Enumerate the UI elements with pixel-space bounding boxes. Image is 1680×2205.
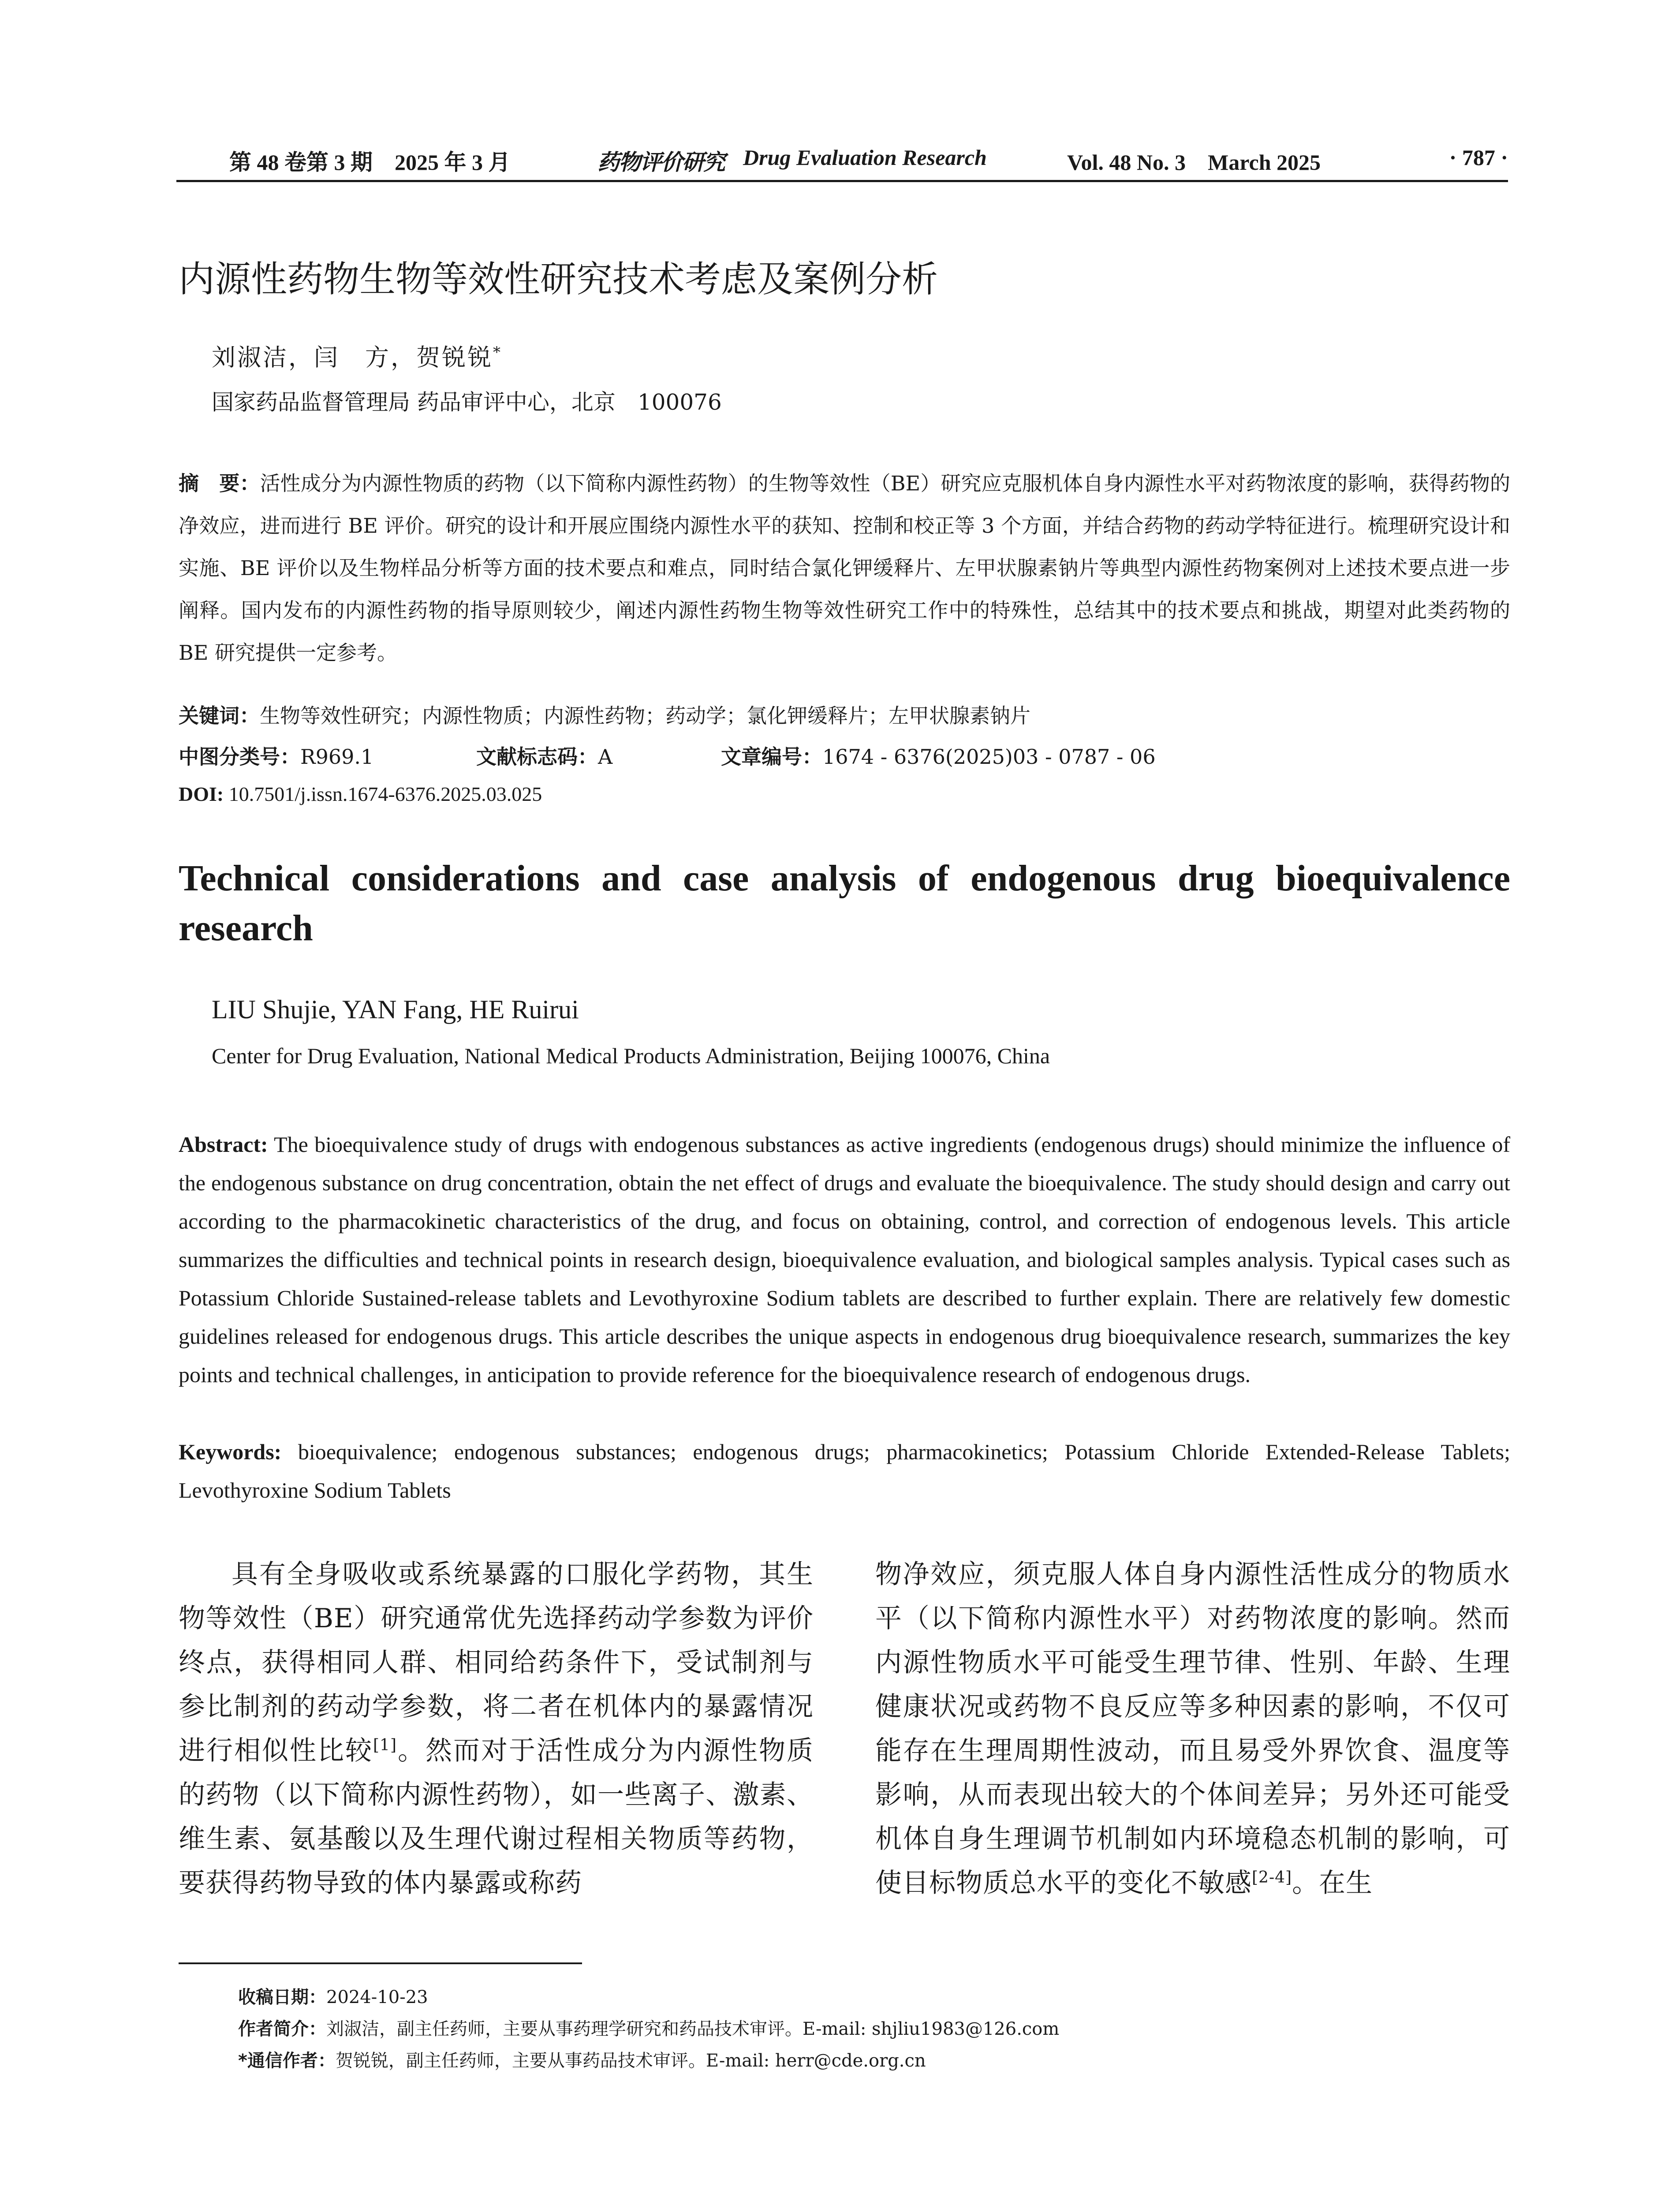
corresponding-text: 贺锐锐，副主任药师，主要从事药品技术审评。E-mail: herr@cde.org.cn	[335, 2051, 926, 2071]
keywords-cn-text: 生物等效性研究；内源性物质；内源性药物；药动学；氯化钾缓释片；左甲状腺素钠片	[260, 704, 1030, 728]
footnote-author-bio	[238, 2015, 1059, 2040]
corresponding-mark: *	[493, 344, 502, 361]
doc-code-value: A	[598, 745, 613, 769]
keywords-cn	[179, 700, 1030, 729]
clc-number	[179, 741, 373, 770]
header-volume-cn: 第 48 卷第 3 期 2025 年 3 月	[229, 150, 511, 175]
abstract-en-text: The bioequivalence study of drugs with endogenous substances as active ingredients (endogenous drugs) should minimize the influence of the endogenous substance on drug concentration, obtain the net effect of drugs and evaluate the bioequivalence. The study should design and carry out according to the pharmacokinetic characteristics of the drug, and focus on obtaining, control, and correction of endogenous levels. This article summarizes the difficulties and technical points in research design, bioequivalence evaluation, and biological samples analysis. Typical cases such as Potassium Chloride Sustained-release tablets and Levothyroxine Sodium tablets are described to further explain. There are relatively few domestic guidelines released for endogenous drugs. This article describes the unique aspects in endogenous drug bioequivalence research, summarizes the key points and technical challenges, in anticipation to provide reference for the bioequivalence research of endogenous drugs.	[179, 1132, 1510, 1387]
body-left-text-a: 具有全身吸收或系统暴露的口服化学药物，其生物等效性（BE）研究通常优先选择药动学参数为评价终点，获得相同人群、相同给药条件下，受试制剂与参比制剂的药动学参数，将二者在机体内的暴露情况进行相似性比较	[179, 1559, 814, 1766]
running-header	[176, 140, 1508, 182]
article-number	[721, 741, 1156, 770]
citation-ref-1[interactable]: [1]	[373, 1736, 397, 1754]
header-journal-en: Drug Evaluation Research	[743, 145, 987, 170]
clc-value: R969.1	[300, 745, 374, 769]
page-number: · 787 ·	[1449, 145, 1508, 170]
affiliation-cn: 国家药品监督管理局 药品审评中心，北京 100076	[212, 389, 722, 415]
keywords-en-text: bioequivalence; endogenous substances; endogenous drugs; pharmacokinetics; Potassium Chloride Extended-Release Tablets; Levothyroxine Sodium Tablets	[179, 1439, 1510, 1502]
received-date: 2024-10-23	[326, 1987, 428, 2007]
body-right-text-b: 。在生	[1292, 1868, 1373, 1899]
doi-link[interactable]: 10.7501/j.issn.1674-6376.2025.03.025	[224, 783, 542, 805]
doi-label: DOI:	[179, 783, 224, 805]
article-number-value: 1674 - 6376(2025)03 - 0787 - 06	[822, 745, 1156, 769]
journal-logo: 药物评价研究	[597, 149, 724, 175]
footnote-corresponding	[238, 2047, 926, 2072]
footnote-divider	[179, 1962, 582, 1964]
received-label: 收稿日期：	[238, 1987, 326, 2007]
authors-en: LIU Shujie, YAN Fang, HE Ruirui	[212, 995, 579, 1024]
header-volume-en: Vol. 48 No. 3 March 2025	[1067, 150, 1321, 175]
abstract-cn-text: 活性成分为内源性物质的药物（以下简称内源性药物）的生物等效性（BE）研究应克服机体自身内源性水平对药物浓度的影响，获得药物的净效应，进而进行 BE 评价。研究的设计和开展应围绕内源性水平的获知、控制和校正等 3 个方面，并结合药物的药动学特征进行。梳理研究设计和实施、BE 评价以及生物样品分析等方面的技术要点和难点，同时结合氯化钾缓释片、左甲状腺素钠片等典型内源性药物案例对上述技术要点进一步阐释。国内发布的内源性药物的指导原则较少，阐述内源性药物生物等效性研究工作中的特殊性，总结其中的技术要点和挑战，期望对此类药物的 BE 研究提供一定参考。	[179, 471, 1511, 665]
title-en: Technical considerations and case analysis of endogenous drug bioequivalence research	[179, 858, 1510, 949]
doi-line	[179, 782, 542, 806]
abstract-cn	[179, 462, 1510, 674]
title-cn: 内源性药物生物等效性研究技术考虑及案例分析	[179, 258, 938, 300]
author-names-cn: 刘淑洁，闫 方，贺锐锐	[212, 344, 493, 371]
body-column-right	[875, 1552, 1510, 1905]
corresponding-label: *通信作者：	[238, 2051, 336, 2071]
keywords-en-label: Keywords:	[179, 1439, 282, 1464]
abstract-en-label: Abstract:	[179, 1132, 268, 1157]
citation-ref-2-4[interactable]: [2-4]	[1252, 1869, 1292, 1887]
body-right-text-a: 物净效应，须克服人体自身内源性活性成分的物质水平（以下简称内源性水平）对药物浓度的影响。然而内源性物质水平可能受生理节律、性别、年龄、生理健康状况或药物不良反应等多种因素的影响，不仅可能存在生理周期性波动，而且易受外界饮食、温度等影响，从而表现出较大的个体间差异；另外还可能受机体自身生理调节机制如内环境稳态机制的影响，可使目标物质总水平的变化不敏感	[875, 1559, 1510, 1899]
authors-cn	[212, 339, 502, 373]
body-column-left	[179, 1552, 814, 1905]
keywords-cn-label: 关键词：	[179, 704, 260, 728]
document-code	[476, 741, 612, 770]
footnote-received	[238, 1983, 428, 2008]
author-bio-label: 作者简介：	[238, 2019, 326, 2039]
affiliation-en: Center for Drug Evaluation, National Medical Products Administration, Beijing 100076, China	[212, 1043, 1050, 1068]
body-left-text-b: 。然而对于活性成分为内源性物质的药物（以下简称内源性药物），如一些离子、激素、维生素、氨基酸以及生理代谢过程相关物质等药物，要获得药物导致的体内暴露或称药	[179, 1735, 814, 1899]
classification-line	[179, 741, 1510, 772]
clc-label: 中图分类号：	[179, 745, 300, 769]
author-bio-text: 刘淑洁，副主任药师，主要从事药理学研究和药品技术审评。E-mail: shjliu1983@126.com	[326, 2019, 1060, 2039]
abstract-cn-label: 摘 要：	[179, 471, 260, 495]
article-number-label: 文章编号：	[721, 745, 822, 769]
doc-code-label: 文献标志码：	[476, 745, 598, 769]
abstract-en	[179, 1125, 1510, 1394]
keywords-en	[179, 1433, 1510, 1510]
